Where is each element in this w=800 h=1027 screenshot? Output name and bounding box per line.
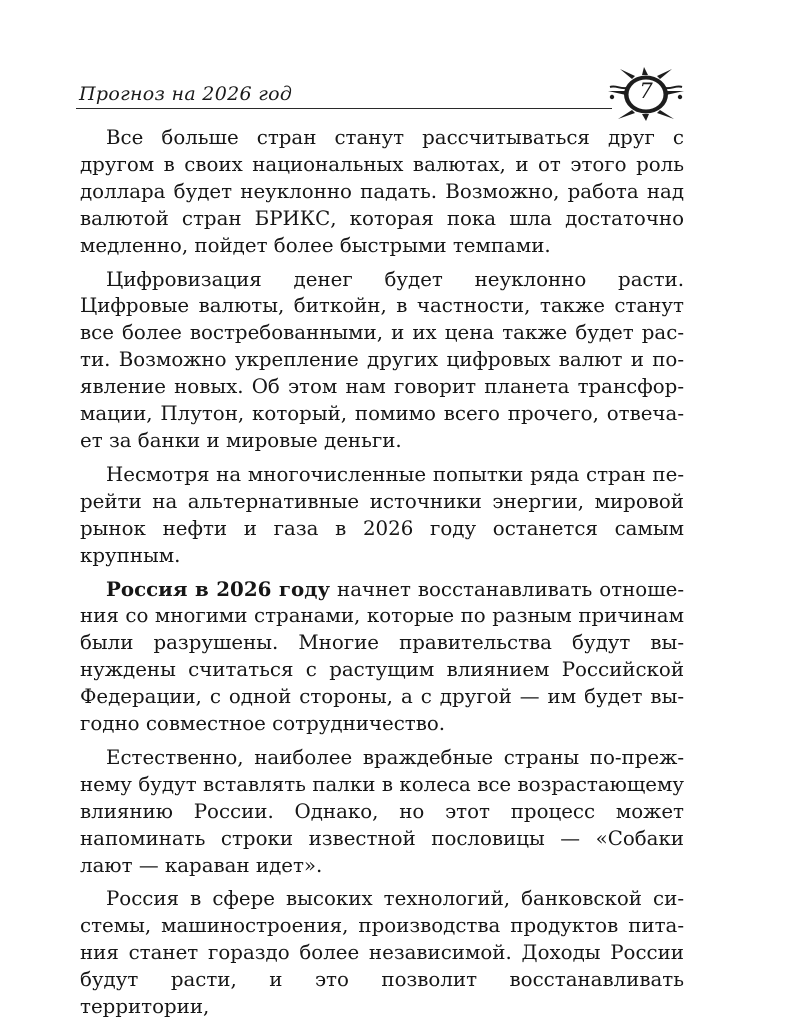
paragraph-text: начнет восстанавливать отношения со многими странами, которые по разным причинам были разрушены. Многие правительства будут вынуждены считаться с растущим влиянием Российской Федерации, с одной стороны, а с другой — им будет выгодно совместное сотрудничество. xyxy=(80,577,684,736)
paragraph-lead: Россия в 2026 году xyxy=(106,576,331,601)
paragraph xyxy=(80,124,684,260)
paragraph xyxy=(80,744,684,880)
paragraph-text: Несмотря на многочисленные попытки ряда стран перейти на альтернативные источники энергии, мировой рынок нефти и газа в 2026 году останется самым крупным. xyxy=(80,462,684,567)
page-body xyxy=(80,124,684,1027)
paragraph-text: Россия в сфере высоких технологий, банковской системы, машиностроения, производства продуктов питания станет гораздо более независимой. Доходы России будут расти, и это позволит восстанавливать территории, xyxy=(80,887,684,1019)
paragraph xyxy=(80,266,684,455)
paragraph xyxy=(80,885,684,1021)
page-number-ornament xyxy=(604,67,688,121)
page-header xyxy=(76,73,688,113)
paragraph-text: Цифровизация денег будет неуклонно расти. Цифровые валюты, биткойн, в частности, также станут все более востребованными, и их цена также будет расти. Возможно укрепление других цифровых валют и появление новых. Об этом нам говорит планета трансформации, Плутон, который, помимо всего прочего, отвечает за банки и мировые деньги. xyxy=(80,267,684,452)
paragraph-text: Все больше стран станут рассчитываться друг с другом в своих национальных валютах, и от этого роль доллара будет неуклонно падать. Возможно, работа над валютой стран БРИКС, которая пока шла достаточно медленно, пойдет более быстрыми темпами. xyxy=(80,126,684,257)
page-number: 7 xyxy=(639,79,653,103)
header-rule xyxy=(76,108,612,109)
running-title: Прогноз на 2026 год xyxy=(79,83,293,105)
paragraph xyxy=(80,461,684,570)
paragraph xyxy=(80,576,684,738)
paragraph-text: Естественно, наиболее враждебные страны по-прежнему будут вставлять палки в колеса все возрастающему влиянию России. Однако, но этот процесс может напоминать строки известной пословицы — «Собаки лают — караван идет». xyxy=(80,745,684,877)
